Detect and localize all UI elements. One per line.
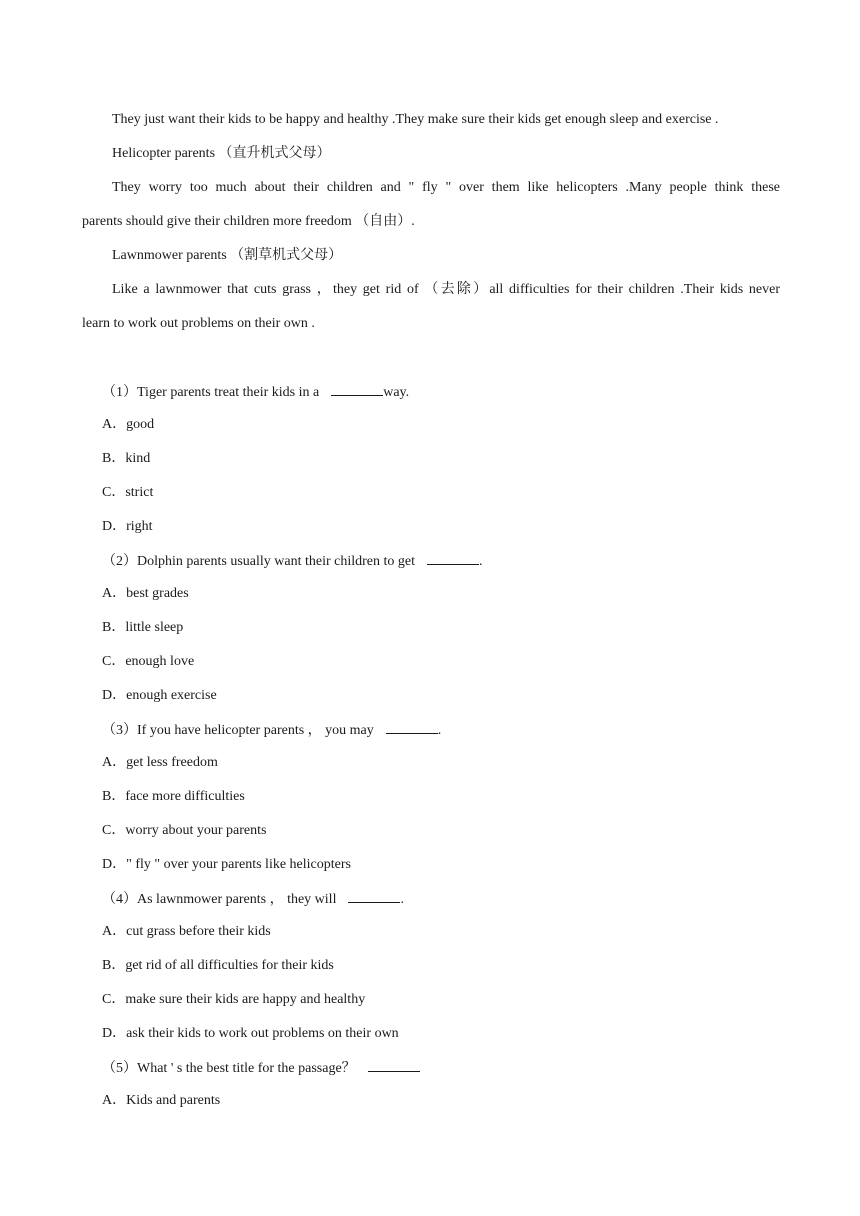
passage-paragraph-2-line-2: parents should give their children more freedom （自由）. <box>82 214 415 229</box>
option-3d: D．" fly " over your parents like helicopters <box>102 857 351 872</box>
question-stem: （1）Tiger parents treat their kids in a <box>102 385 320 400</box>
question-stem: （2）Dolphin parents usually want their children to get <box>102 554 415 569</box>
passage-paragraph-3-line-1: Like a lawnmower that cuts grass ，they get rid of （去除）all difficulties for their children .Their kids never <box>112 282 780 297</box>
question-stem-end: . <box>479 554 483 569</box>
question-4 <box>102 889 404 909</box>
question-5 <box>102 1058 420 1078</box>
option-2b: B．little sleep <box>102 620 184 635</box>
option-5a: A．Kids and parents <box>102 1093 221 1108</box>
question-stem: （5）What ' s the best title for the passage？ <box>102 1061 356 1076</box>
answer-blank <box>368 1058 420 1072</box>
option-1d: D．right <box>102 519 153 534</box>
option-2d: D．enough exercise <box>102 688 217 703</box>
question-1 <box>102 382 409 402</box>
answer-blank <box>331 382 383 396</box>
option-1a: A．good <box>102 417 155 432</box>
option-3a: A．get less freedom <box>102 755 218 770</box>
option-4d: D．ask their kids to work out problems on their own <box>102 1026 399 1041</box>
option-1c: C．strict <box>102 485 154 500</box>
question-stem: （4）As lawnmower parents ， they will <box>102 892 337 907</box>
question-2 <box>102 551 483 571</box>
option-4c: C．make sure their kids are happy and healthy <box>102 992 366 1007</box>
passage-paragraph-3-line-2: learn to work out problems on their own . <box>82 316 315 331</box>
heading-lawnmower-parents: Lawnmower parents （割草机式父母） <box>112 248 343 263</box>
question-stem: （3）If you have helicopter parents ， you may <box>102 723 374 738</box>
answer-blank <box>386 720 438 734</box>
passage-paragraph-1: They just want their kids to be happy and healthy .They make sure their kids get enough sleep and exercise . <box>112 112 719 127</box>
option-2a: A．best grades <box>102 586 189 601</box>
question-3 <box>102 720 441 740</box>
question-stem-end: . <box>437 723 442 738</box>
option-1b: B．kind <box>102 451 151 466</box>
heading-helicopter-parents: Helicopter parents （直升机式父母） <box>112 146 331 161</box>
question-stem-end: . <box>400 892 404 907</box>
option-2c: C．enough love <box>102 654 195 669</box>
option-3c: C．worry about your parents <box>102 823 267 838</box>
answer-blank <box>348 889 400 903</box>
passage-paragraph-2-line-1: They worry too much about their children and " fly " over them like helicopters .Many people think these <box>112 180 780 195</box>
option-4b: B．get rid of all difficulties for their kids <box>102 958 334 973</box>
option-4a: A．cut grass before their kids <box>102 924 271 939</box>
answer-blank <box>427 551 479 565</box>
option-3b: B．face more difficulties <box>102 789 245 804</box>
question-stem-end: way. <box>383 385 410 400</box>
